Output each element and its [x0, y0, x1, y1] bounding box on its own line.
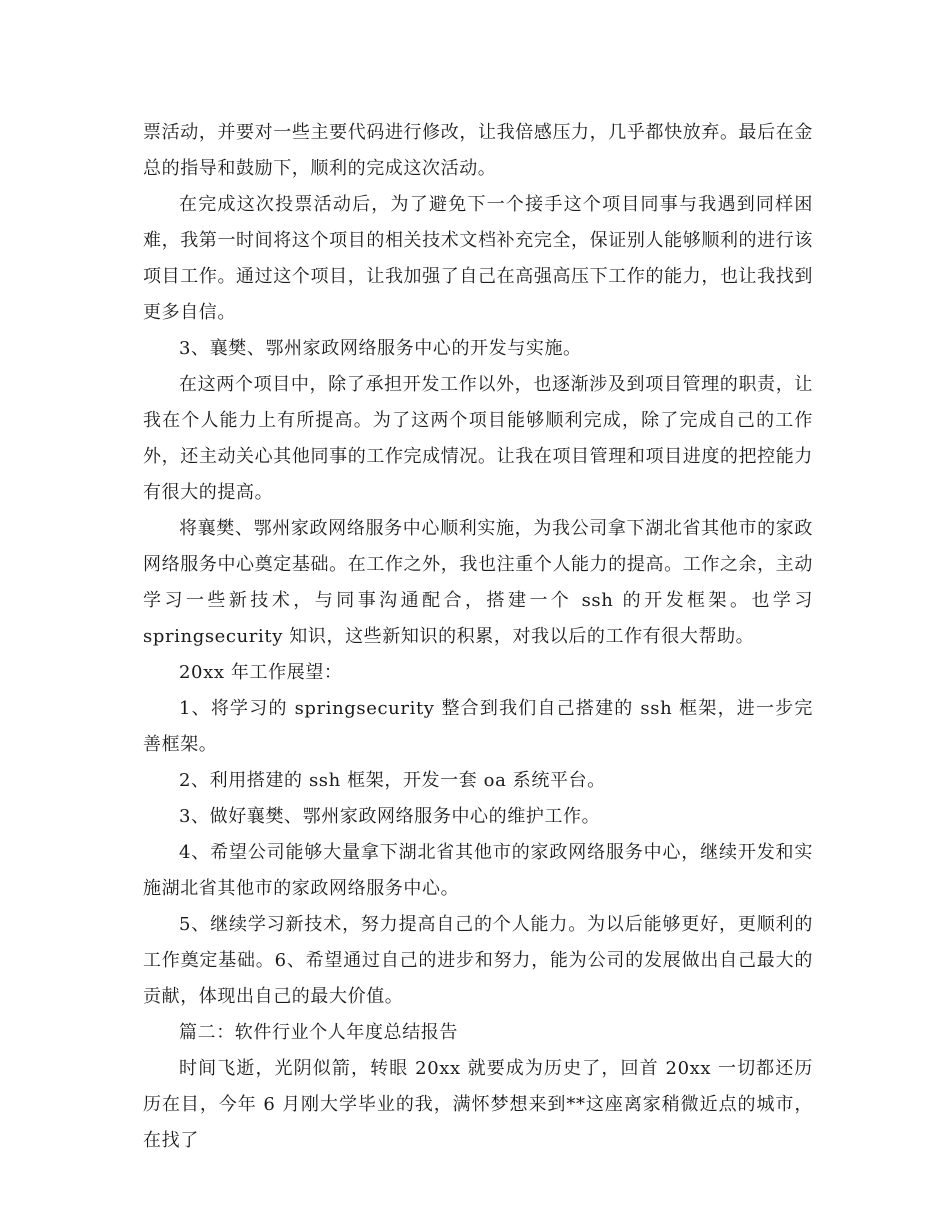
- list-item: 3、做好襄樊、鄂州家政网络服务中心的维护工作。: [179, 806, 601, 827]
- section-heading: 20xx 年工作展望：: [179, 662, 343, 683]
- list-item: 4、希望公司能够大量拿下湖北省其他市的家政网络服务中心，继续开发和实施湖北省其他市的家政网络服务中心。: [143, 842, 813, 899]
- list-item: 2、利用搭建的 ssh 框架，开发一套 oa 系统平台。: [179, 770, 606, 791]
- paragraph: 票活动，并要对一些主要代码进行修改，让我倍感压力，几乎都快放弃。最后在金总的指导和鼓励下，顺利的完成这次活动。: [143, 122, 813, 179]
- paragraph: 在这两个项目中，除了承担开发工作以外，也逐渐涉及到项目管理的职责，让我在个人能力上有所提高。为了这两个项目能够顺利完成，除了完成自己的工作外，还主动关心其他同事的工作完成情况。让我在项目管理和项目进度的把控能力有很大的提高。: [143, 374, 813, 503]
- section-heading: 3、襄樊、鄂州家政网络服务中心的开发与实施。: [179, 338, 582, 359]
- document-body: [143, 115, 813, 1159]
- paragraph: 时间飞逝，光阴似箭，转眼 20xx 就要成为历史了，回首 20xx 一切都还历历在目，今年 6 月刚大学毕业的我，满怀梦想来到**这座离家稍微近点的城市，在找了: [143, 1058, 813, 1151]
- list-item: 1、将学习的 springsecurity 整合到我们自己搭建的 ssh 框架，进一步完善框架。: [143, 698, 813, 755]
- paragraph: 在完成这次投票活动后，为了避免下一个接手这个项目同事与我遇到同样困难，我第一时间将这个项目的相关技术文档补充完全，保证别人能够顺利的进行该项目工作。通过这个项目，让我加强了自己在高强高压下工作的能力，也让我找到更多自信。: [143, 194, 813, 323]
- paragraph: 将襄樊、鄂州家政网络服务中心顺利实施，为我公司拿下湖北省其他市的家政网络服务中心奠定基础。在工作之外，我也注重个人能力的提高。工作之余，主动学习一些新技术，与同事沟通配合，搭建一个 ssh 的开发框架。也学习 springsecurity 知识，这些新知识的积累，对我以后的工作有很大帮助。: [143, 518, 813, 647]
- section-heading: 篇二：软件行业个人年度总结报告: [179, 1022, 458, 1043]
- list-item: 5、继续学习新技术，努力提高自己的个人能力。为以后能够更好，更顺利的工作奠定基础。6、希望通过自己的进步和努力，能为公司的发展做出自己最大的贡献，体现出自己的最大价值。: [143, 914, 813, 1007]
